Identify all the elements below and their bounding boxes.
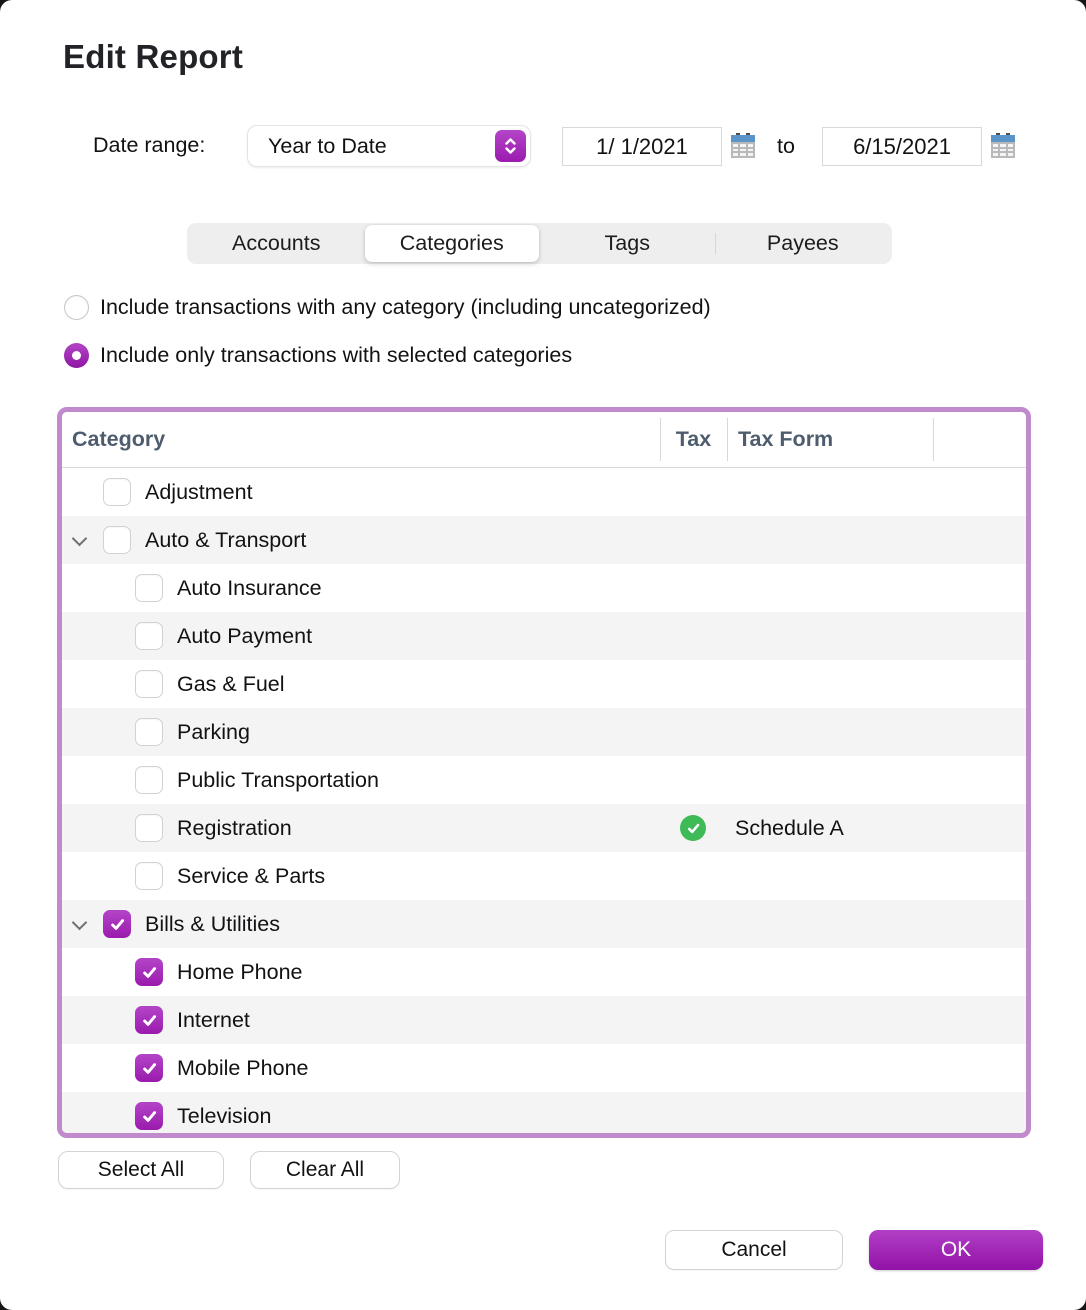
start-date-calendar-icon[interactable]: [731, 133, 755, 159]
category-row: [62, 852, 1026, 900]
category-checkbox[interactable]: [103, 526, 131, 554]
end-date-calendar-icon[interactable]: [991, 133, 1015, 159]
category-checkbox[interactable]: [135, 814, 163, 842]
category-table-header: [62, 412, 1026, 468]
category-label: Auto Insurance: [177, 575, 322, 600]
filter-option-label: Include transactions with any category (including uncategorized): [100, 295, 711, 319]
category-label: Mobile Phone: [177, 1055, 309, 1080]
category-checkbox[interactable]: [103, 910, 131, 938]
category-label: Adjustment: [145, 479, 253, 504]
category-row: [62, 564, 1026, 612]
column-header-category[interactable]: Category: [72, 427, 166, 451]
category-row: [62, 468, 1026, 516]
disclosure-chevron-icon[interactable]: [72, 531, 88, 547]
tax-form-label: Schedule A: [735, 815, 844, 840]
radio-button[interactable]: [64, 295, 89, 320]
category-table: [57, 407, 1031, 1138]
filter-option-label: Include only transactions with selected categories: [100, 343, 573, 367]
category-checkbox[interactable]: [103, 478, 131, 506]
category-row: [62, 756, 1026, 804]
category-label: Parking: [177, 719, 250, 744]
category-row: [62, 708, 1026, 756]
column-divider: [933, 418, 934, 461]
start-date-input[interactable]: 1/ 1/2021: [562, 127, 722, 166]
category-checkbox[interactable]: [135, 1102, 163, 1130]
tab-payees[interactable]: Payees: [766, 231, 839, 255]
category-table-body: [62, 468, 1026, 1133]
radio-button[interactable]: [64, 343, 89, 368]
category-row: [62, 900, 1026, 948]
ok-button[interactable]: OK: [869, 1230, 1043, 1270]
end-date-input[interactable]: 6/15/2021: [822, 127, 982, 166]
stepper-chevrons-icon: [495, 130, 526, 162]
category-row: [62, 804, 1026, 852]
category-row: [62, 1092, 1026, 1133]
disclosure-chevron-icon[interactable]: [72, 915, 88, 931]
category-label: Internet: [177, 1007, 250, 1032]
category-checkbox[interactable]: [135, 862, 163, 890]
category-row: [62, 948, 1026, 996]
select-all-button[interactable]: Select All: [58, 1151, 224, 1189]
category-checkbox[interactable]: [135, 1054, 163, 1082]
tab-categories[interactable]: Categories: [365, 225, 540, 262]
category-checkbox[interactable]: [135, 574, 163, 602]
category-row: [62, 996, 1026, 1044]
date-range-label: Date range:: [93, 133, 206, 157]
tab-bar: [187, 223, 892, 264]
date-range-to-label: to: [777, 134, 795, 158]
tab-accounts[interactable]: Accounts: [232, 231, 321, 255]
category-label: Registration: [177, 815, 292, 840]
category-label: Service & Parts: [177, 863, 326, 888]
category-checkbox[interactable]: [135, 622, 163, 650]
category-checkbox[interactable]: [135, 718, 163, 746]
dialog-title: Edit Report: [63, 38, 244, 75]
category-row: [62, 612, 1026, 660]
category-label: Auto Payment: [177, 623, 313, 648]
category-label: Auto & Transport: [145, 527, 307, 552]
date-range-preset-select[interactable]: [248, 126, 530, 166]
column-header-tax-form[interactable]: Tax Form: [738, 427, 834, 451]
filter-option[interactable]: [64, 343, 572, 368]
category-row: [62, 660, 1026, 708]
category-checkbox[interactable]: [135, 1006, 163, 1034]
category-checkbox[interactable]: [135, 958, 163, 986]
category-label: Gas & Fuel: [177, 671, 285, 696]
category-label: Television: [177, 1103, 272, 1128]
category-label: Public Transportation: [177, 767, 379, 792]
clear-all-button[interactable]: Clear All: [250, 1151, 400, 1189]
column-header-tax[interactable]: Tax: [675, 427, 712, 451]
category-row: [62, 516, 1026, 564]
filter-option[interactable]: [64, 295, 711, 320]
cancel-button[interactable]: Cancel: [665, 1230, 843, 1270]
category-label: Bills & Utilities: [145, 911, 280, 936]
category-checkbox[interactable]: [135, 670, 163, 698]
date-range-preset-value: Year to Date: [268, 133, 387, 158]
category-row: [62, 1044, 1026, 1092]
category-label: Home Phone: [177, 959, 303, 984]
tax-check-icon: [680, 815, 706, 841]
category-checkbox[interactable]: [135, 766, 163, 794]
column-divider: [727, 418, 728, 461]
tab-tags[interactable]: Tags: [604, 231, 650, 255]
